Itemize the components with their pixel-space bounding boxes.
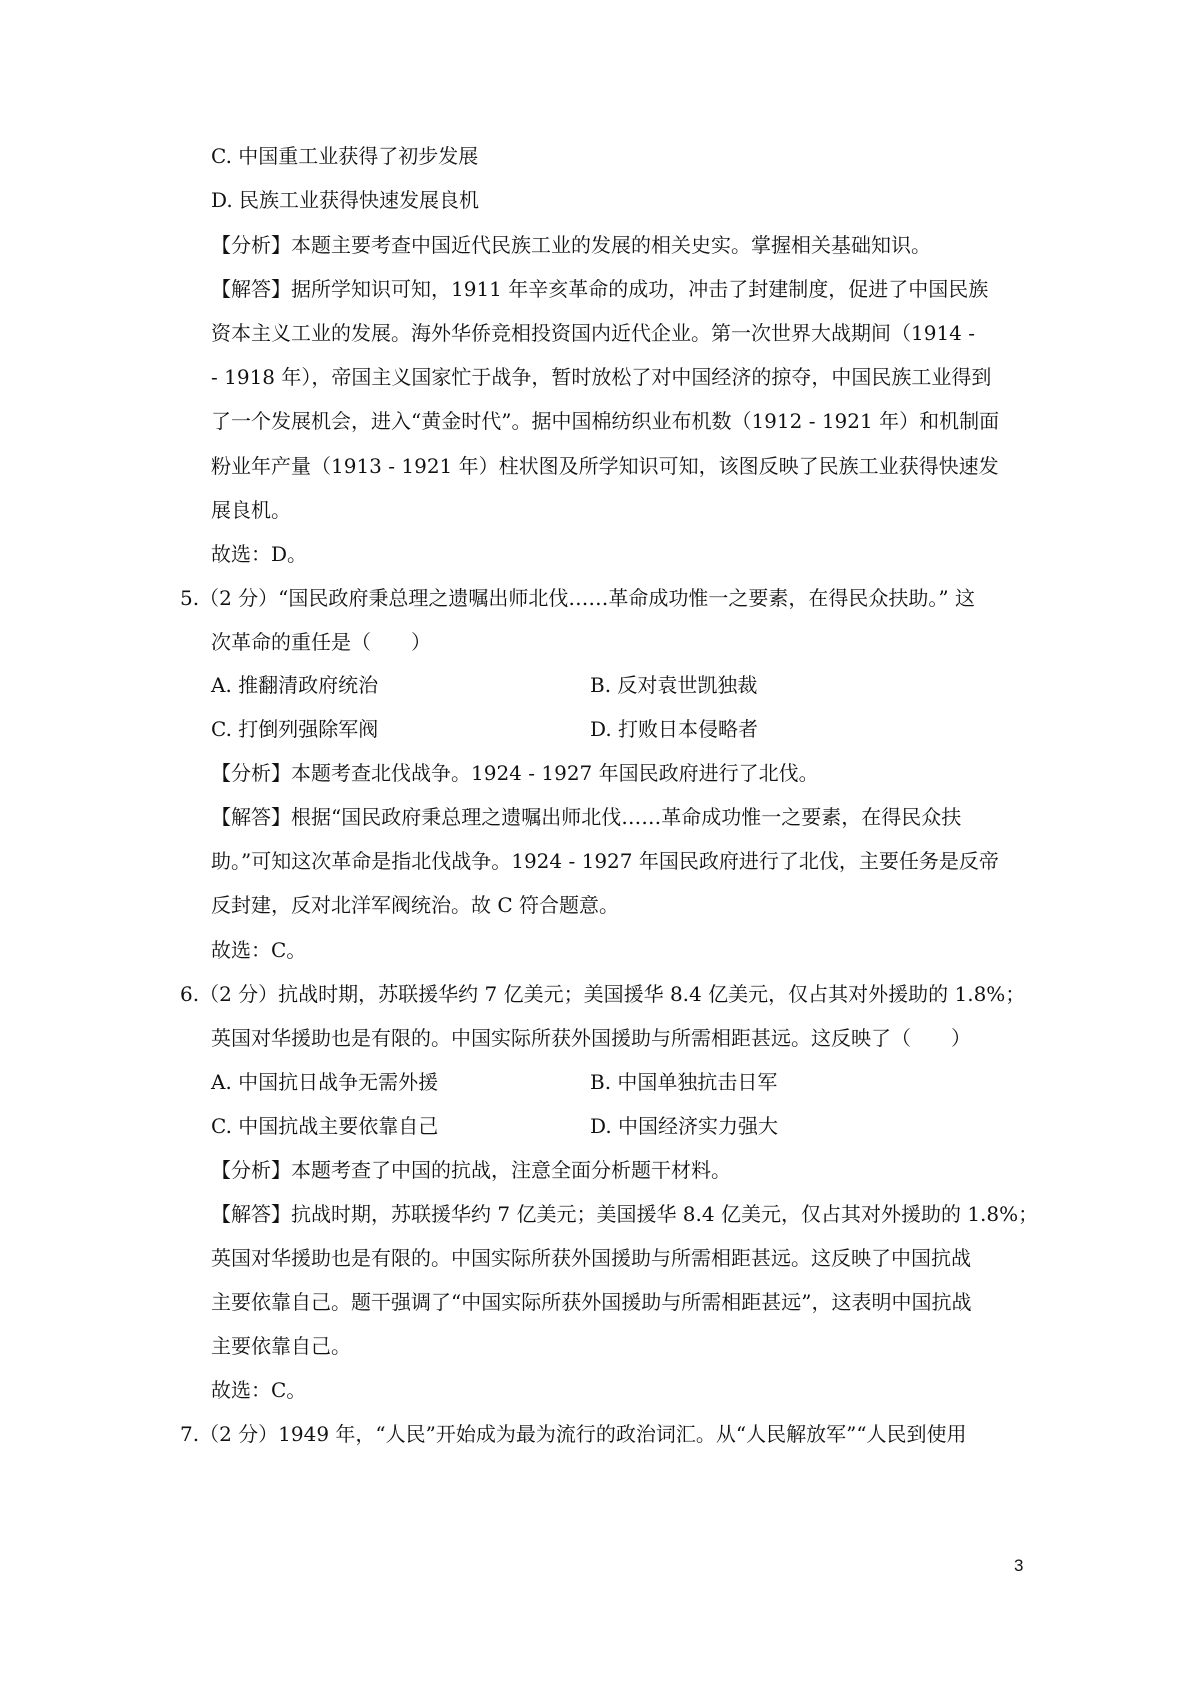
option-a-q6: A. 中国抗日战争无需外援 bbox=[211, 1070, 439, 1094]
option-c-q4: C. 中国重工业获得了初步发展 bbox=[211, 144, 479, 168]
answer-q4-line-3: - 1918 年），帝国主义国家忙于战争，暂时放松了对中国经济的掠夺，中国民族工业得到 bbox=[211, 365, 992, 389]
option-d-q6: D. 中国经济实力强大 bbox=[590, 1114, 779, 1138]
answer-q4-line-6: 展良机。 bbox=[211, 498, 291, 522]
option-c-q5: C. 打倒列强除军阀 bbox=[211, 717, 379, 741]
answer-q4-line-2: 资本主义工业的发展。海外华侨竞相投资国内近代企业。第一次世界大战期间（1914 - bbox=[211, 321, 976, 345]
question-5-line-1: 5.（2 分）“国民政府秉总理之遗嘱出师北伐……革命成功惟一之要素，在得民众扶助。” 这 bbox=[180, 586, 975, 610]
option-b-q5: B. 反对袁世凯独裁 bbox=[590, 673, 758, 697]
page-number: 3 bbox=[1014, 1556, 1024, 1575]
question-6-line-2: 英国对华援助也是有限的。中国实际所获外国援助与所需相距甚远。这反映了（ ） bbox=[211, 1026, 971, 1050]
answer-q6-line-2: 英国对华援助也是有限的。中国实际所获外国援助与所需相距甚远。这反映了中国抗战 bbox=[211, 1246, 971, 1270]
answer-q4-line-5: 粉业年产量（1913 - 1921 年）柱状图及所学知识可知，该图反映了民族工业获得快速发 bbox=[211, 454, 999, 478]
option-c-q6: C. 中国抗战主要依靠自己 bbox=[211, 1114, 439, 1138]
option-d-q4: D. 民族工业获得快速发展良机 bbox=[211, 188, 480, 212]
option-d-q5: D. 打败日本侵略者 bbox=[590, 717, 759, 741]
answer-q4-line-4: 了一个发展机会，进入“黄金时代”。据中国棉纺织业布机数（1912 - 1921 年）和机制面 bbox=[211, 409, 1000, 433]
answer-q6-line-4: 主要依靠自己。 bbox=[211, 1334, 351, 1358]
option-a-q5: A. 推翻清政府统治 bbox=[211, 673, 379, 697]
answer-q6-line-3: 主要依靠自己。题干强调了“中国实际所获外国援助与所需相距甚远”，这表明中国抗战 bbox=[211, 1290, 972, 1314]
analysis-q4: 【分析】本题主要考查中国近代民族工业的发展的相关史实。掌握相关基础知识。 bbox=[211, 233, 931, 257]
question-5-line-2: 次革命的重任是（ ） bbox=[211, 630, 431, 654]
answer-q4-line-1: 【解答】据所学知识可知，1911 年辛亥革命的成功，冲击了封建制度，促进了中国民族 bbox=[211, 277, 989, 301]
answer-q5-line-2: 助。”可知这次革命是指北伐战争。1924 - 1927 年国民政府进行了北伐，主要任务是反帝 bbox=[211, 849, 999, 873]
question-7-line-1: 7.（2 分）1949 年，“人民”开始成为最为流行的政治词汇。从“人民解放军”“人民到使用 bbox=[180, 1422, 967, 1446]
option-b-q6: B. 中国单独抗击日军 bbox=[590, 1070, 778, 1094]
choice-q5: 故选：C。 bbox=[211, 938, 307, 962]
answer-q5-line-1: 【解答】根据“国民政府秉总理之遗嘱出师北伐……革命成功惟一之要素，在得民众扶 bbox=[211, 805, 962, 829]
answer-q6-line-1: 【解答】抗战时期，苏联援华约 7 亿美元；美国援华 8.4 亿美元，仅占其对外援助的 1.8%； bbox=[211, 1202, 1039, 1226]
choice-q6: 故选：C。 bbox=[211, 1378, 307, 1402]
answer-q5-line-3: 反封建，反对北洋军阀统治。故 C 符合题意。 bbox=[211, 893, 620, 917]
choice-q4: 故选：D。 bbox=[211, 542, 308, 566]
question-6-line-1: 6.（2 分）抗战时期，苏联援华约 7 亿美元；美国援华 8.4 亿美元，仅占其对外援助的 1.8%； bbox=[180, 982, 1026, 1006]
analysis-q6: 【分析】本题考查了中国的抗战，注意全面分析题干材料。 bbox=[211, 1158, 731, 1182]
analysis-q5: 【分析】本题考查北伐战争。1924 - 1927 年国民政府进行了北伐。 bbox=[211, 761, 819, 785]
